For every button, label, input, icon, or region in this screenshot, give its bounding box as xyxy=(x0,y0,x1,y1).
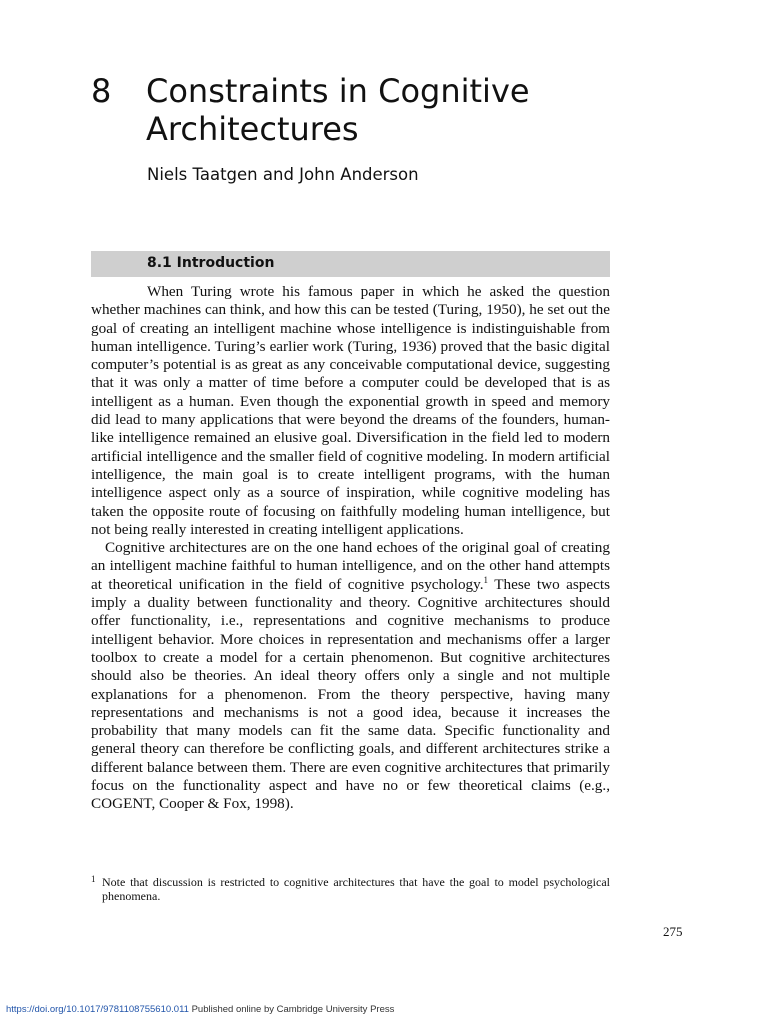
doi-link[interactable]: https://doi.org/10.1017/9781108755610.011 xyxy=(6,1004,189,1015)
chapter-number: 8 xyxy=(91,72,112,110)
body-text xyxy=(91,283,610,814)
chapter-authors: Niels Taatgen and John Anderson xyxy=(147,165,419,184)
paragraph-2-part-b: These two aspects imply a duality between functionality and theory. Cognitive architectures should offer functionality, i.e., representations and cognitive mechanisms to produce intelligent behavior. More choices in representation and mechanisms offer a larger toolbox to create a model for a certain phenomenon. But cognitive architectures should also be theories. An ideal theory offers only a single and not multiple explanations for a phenomenon. From the theory perspective, having many representations and mechanisms is not a good idea, because it increases the probability that many models can fit the same data. Specific functionality and general theory can therefore be conflicting goals, and different architectures strike a different balance between them. There are even cognitive architectures that primarily focus on the functionality aspect and have no or few theoretical claims (e.g., COGENT, Cooper & Fox, 1998). xyxy=(91,575,610,813)
paragraph-2 xyxy=(91,539,610,813)
footnote-text: Note that discussion is restricted to cognitive architectures that have the goal to model psychological phenomena. xyxy=(102,875,610,903)
paragraph-2-part-a: Cognitive architectures are on the one hand echoes of the original goal of creating an intelligent machine faithful to human intelligence, and on the other hand attempts at theoretical unification in the field of cognitive psychology. xyxy=(91,539,610,593)
section-heading: 8.1 Introduction xyxy=(147,255,275,271)
footnote-mark: 1 xyxy=(91,874,96,884)
publisher-note: Published online by Cambridge University Press xyxy=(188,1004,395,1015)
page-number: 275 xyxy=(663,924,683,939)
section-heading-bar xyxy=(91,251,610,277)
paragraph-1: When Turing wrote his famous paper in which he asked the question whether machines can think, and how this can be tested (Turing, 1950), he set out the goal of creating an intelligent machine whose intelligence is indistinguishable from human intelligence. Turing’s earlier work (Turing, 1936) proved that the basic digital computer’s potential is as great as any conceivable computational device, suggesting that it was only a matter of time before a computer could be developed that is as intelligent as a human. Even though the exponential growth in speed and memory did lead to many applications that were beyond the dreams of the founders, human-like intelligence remained an elusive goal. Diversification in the field led to modern artificial intelligence and the smaller field of cognitive modeling. In modern artificial intelligence, the main goal is to create intelligent programs, with the human intelligence aspect only as a source of inspiration, while cognitive modeling has taken the opposite route of focusing on faithfully modeling human intelligence, but not being really interested in creating intelligent applications. xyxy=(91,283,610,538)
footnote-reference[interactable]: 1 xyxy=(483,574,489,585)
footnote xyxy=(91,875,610,903)
citation-footer xyxy=(6,1004,394,1015)
chapter-title: Constraints in Cognitive Architectures xyxy=(146,72,530,148)
